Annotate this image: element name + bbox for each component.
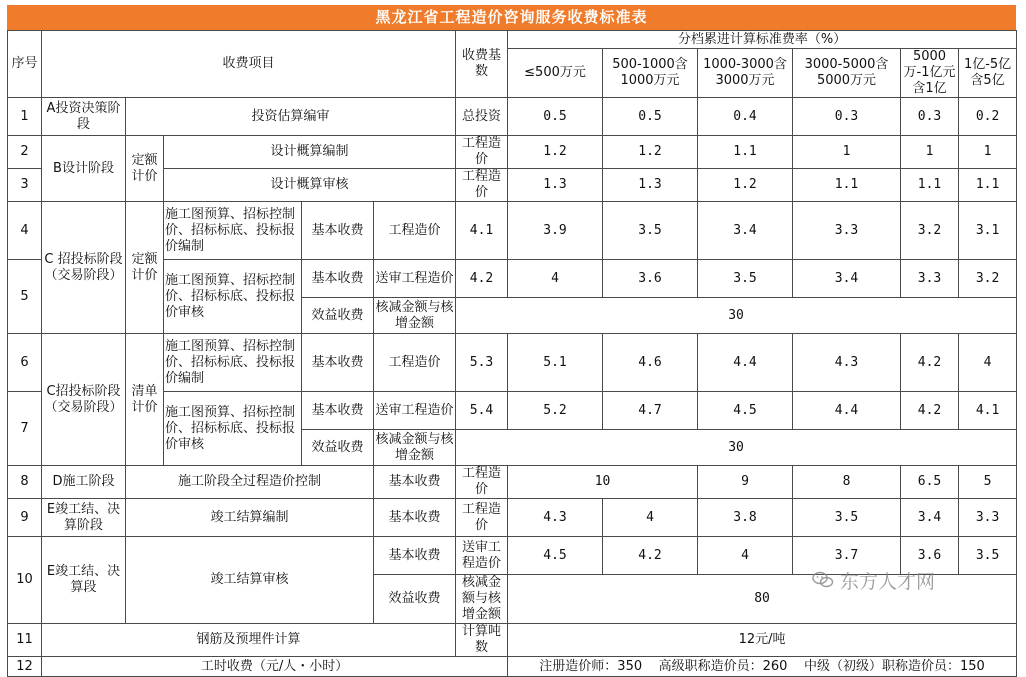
item-cell: 竣工结算审核 — [126, 537, 374, 624]
fee-type-cell: 效益收费 — [302, 430, 374, 466]
rate-cell: 4.4 — [793, 392, 901, 430]
rate-cell: 8 — [793, 466, 901, 499]
rate-cell: 4.3 — [793, 334, 901, 392]
base-cell: 工程造价 — [456, 169, 508, 202]
rate-cell: 3.2 — [901, 202, 959, 260]
rate-cell: 3.3 — [901, 260, 959, 298]
base-cell: 工程造价 — [374, 202, 456, 260]
stage-cell: C招投标阶段（交易阶段） — [42, 334, 126, 466]
stage-cell: E竣工结、决算阶段 — [42, 499, 126, 537]
tier-header: 5000万-1亿元含1亿 — [901, 49, 959, 98]
rate-cell: 注册造价师：350 高级职称造价员：260 中级（初级）职称造价员：150 — [508, 657, 1017, 677]
method-cell: 定额计价 — [126, 202, 164, 334]
seq-cell: 9 — [8, 499, 42, 537]
rate-cell: 4.3 — [508, 499, 603, 537]
benefit-rate-cell: 30 — [456, 298, 1017, 334]
rate-cell: 3.1 — [959, 202, 1017, 260]
base-cell: 工程造价 — [374, 334, 456, 392]
base-cell: 送审工程造价 — [374, 392, 456, 430]
method-cell: 定额计价 — [126, 136, 164, 202]
tier-header: ≤500万元 — [508, 49, 603, 98]
item-cell: 设计概算审核 — [164, 169, 456, 202]
rate-cell: 4.7 — [603, 392, 698, 430]
rate-cell: 5 — [959, 466, 1017, 499]
item-cell: 钢筋及预埋件计算 — [42, 624, 456, 657]
wechat-icon — [812, 571, 834, 589]
fee-type-cell: 基本收费 — [302, 260, 374, 298]
rate-cell: 4.2 — [456, 260, 508, 298]
rate-cell: 3.4 — [901, 499, 959, 537]
stage-cell: B设计阶段 — [42, 136, 126, 202]
seq-cell: 7 — [8, 392, 42, 466]
table-row — [8, 499, 1017, 537]
base-cell: 送审工程造价 — [374, 260, 456, 298]
stage-cell: C 招投标阶段（交易阶段） — [42, 202, 126, 334]
rate-cell: 4.5 — [508, 537, 603, 575]
item-cell: 施工阶段全过程造价控制 — [126, 466, 374, 499]
table-title: 黑龙江省工程造价咨询服务收费标准表 — [7, 5, 1016, 30]
rate-cell: 4 — [603, 499, 698, 537]
item-cell: 投资估算编审 — [126, 98, 456, 136]
rate-cell: 4 — [959, 334, 1017, 392]
seq-cell: 4 — [8, 202, 42, 260]
rate-cell: 3.7 — [793, 537, 901, 575]
benefit-rate-cell: 80 — [508, 575, 1017, 624]
rate-cell: 1.1 — [698, 136, 793, 169]
rate-cell: 0.4 — [698, 98, 793, 136]
rate-cell: 1.1 — [901, 169, 959, 202]
base-cell: 总投资 — [456, 98, 508, 136]
table-row — [8, 202, 1017, 260]
base-cell: 工程造价 — [456, 466, 508, 499]
table-row — [8, 624, 1017, 657]
rate-cell: 0.2 — [959, 98, 1017, 136]
rate-cell: 3.4 — [698, 202, 793, 260]
rate-cell: 4.2 — [901, 392, 959, 430]
rate-cell: 4.6 — [603, 334, 698, 392]
header-row — [8, 31, 1017, 49]
rate-cell: 4.2 — [603, 537, 698, 575]
item-cell: 施工图预算、招标控制价、招标标底、投标报价编制 — [164, 334, 302, 392]
stage-cell: E竣工结、决算段 — [42, 537, 126, 624]
fee-type-cell: 效益收费 — [302, 298, 374, 334]
base-cell: 工程造价 — [456, 499, 508, 537]
base-cell: 核减金额与核增金额 — [374, 298, 456, 334]
item-cell: 施工图预算、招标控制价、招标标底、投标报价编制 — [164, 202, 302, 260]
rate-cell: 0.3 — [793, 98, 901, 136]
rate-cell: 4 — [698, 537, 793, 575]
rate-cell: 3.6 — [901, 537, 959, 575]
header-base: 收费基数 — [456, 31, 508, 98]
rate-cell: 4.4 — [698, 334, 793, 392]
rate-cell: 4.2 — [901, 334, 959, 392]
stage-cell: A投资决策阶段 — [42, 98, 126, 136]
fee-type-cell: 基本收费 — [302, 392, 374, 430]
fee-type-cell: 基本收费 — [302, 334, 374, 392]
rate-cell: 12元/吨 — [508, 624, 1017, 657]
rate-cell: 1.2 — [508, 136, 603, 169]
table-row — [8, 334, 1017, 392]
header-rate-group: 分档累进计算标准费率（%） — [508, 31, 1017, 49]
rate-cell: 5.4 — [456, 392, 508, 430]
rate-cell: 4.1 — [456, 202, 508, 260]
base-cell: 工程造价 — [456, 136, 508, 169]
seq-cell: 5 — [8, 260, 42, 334]
seq-cell: 1 — [8, 98, 42, 136]
rate-cell: 3.8 — [698, 499, 793, 537]
rate-cell: 0.5 — [603, 98, 698, 136]
rate-cell: 1 — [901, 136, 959, 169]
rate-cell: 1.3 — [603, 169, 698, 202]
fee-type-cell: 基本收费 — [374, 466, 456, 499]
watermark-text: 东方人才网 — [840, 570, 936, 593]
seq-cell: 12 — [8, 657, 42, 677]
fee-type-cell: 效益收费 — [374, 575, 456, 624]
rate-cell: 5.3 — [456, 334, 508, 392]
item-cell: 设计概算编制 — [164, 136, 456, 169]
table-row — [8, 466, 1017, 499]
rate-cell: 4.5 — [698, 392, 793, 430]
base-cell: 送审工程造价 — [456, 537, 508, 575]
rate-cell: 10 — [508, 466, 698, 499]
rate-cell: 3.4 — [793, 260, 901, 298]
rate-cell: 1 — [793, 136, 901, 169]
rate-cell: 3.2 — [959, 260, 1017, 298]
table-row — [8, 136, 1017, 169]
rate-cell: 4 — [508, 260, 603, 298]
rate-cell: 0.5 — [508, 98, 603, 136]
rate-cell: 3.5 — [959, 537, 1017, 575]
fee-type-cell: 基本收费 — [302, 202, 374, 260]
header-item: 收费项目 — [42, 31, 456, 98]
rate-cell: 3.5 — [603, 202, 698, 260]
rate-cell: 1 — [959, 136, 1017, 169]
seq-cell: 3 — [8, 169, 42, 202]
rate-cell: 1.1 — [959, 169, 1017, 202]
tier-header: 1000-3000含3000万元 — [698, 49, 793, 98]
fee-type-cell: 基本收费 — [374, 499, 456, 537]
rate-cell: 4.1 — [959, 392, 1017, 430]
tier-header: 500-1000含1000万元 — [603, 49, 698, 98]
rate-cell: 3.9 — [508, 202, 603, 260]
tier-header: 1亿-5亿含5亿 — [959, 49, 1017, 98]
item-cell: 竣工结算编制 — [126, 499, 374, 537]
header-seq: 序号 — [8, 31, 42, 98]
rate-cell: 1.1 — [793, 169, 901, 202]
table-row — [8, 657, 1017, 677]
rate-cell: 5.1 — [508, 334, 603, 392]
rate-cell: 3.5 — [698, 260, 793, 298]
rate-cell: 3.6 — [603, 260, 698, 298]
tier-header: 3000-5000含5000万元 — [793, 49, 901, 98]
item-cell: 施工图预算、招标控制价、招标标底、投标报价审核 — [164, 260, 302, 334]
seq-cell: 10 — [8, 537, 42, 624]
rate-cell: 0.3 — [901, 98, 959, 136]
rate-cell: 5.2 — [508, 392, 603, 430]
method-cell: 清单计价 — [126, 334, 164, 466]
rate-cell: 3.5 — [793, 499, 901, 537]
fee-type-cell: 基本收费 — [374, 537, 456, 575]
base-cell: 核减金额与核增金额 — [374, 430, 456, 466]
seq-cell: 6 — [8, 334, 42, 392]
rate-cell: 1.2 — [698, 169, 793, 202]
table-row — [8, 98, 1017, 136]
seq-cell: 11 — [8, 624, 42, 657]
rate-cell: 6.5 — [901, 466, 959, 499]
base-cell: 核减金额与核增金额 — [456, 575, 508, 624]
rate-cell: 3.3 — [793, 202, 901, 260]
item-cell: 工时收费（元/人・小时） — [42, 657, 508, 677]
watermark — [812, 568, 992, 592]
rate-cell: 3.3 — [959, 499, 1017, 537]
base-cell: 计算吨数 — [456, 624, 508, 657]
seq-cell: 2 — [8, 136, 42, 169]
stage-cell: D施工阶段 — [42, 466, 126, 499]
rate-cell: 9 — [698, 466, 793, 499]
item-cell: 施工图预算、招标控制价、招标标底、投标报价审核 — [164, 392, 302, 466]
seq-cell: 8 — [8, 466, 42, 499]
rate-cell: 1.3 — [508, 169, 603, 202]
rate-cell: 1.2 — [603, 136, 698, 169]
benefit-rate-cell: 30 — [456, 430, 1017, 466]
